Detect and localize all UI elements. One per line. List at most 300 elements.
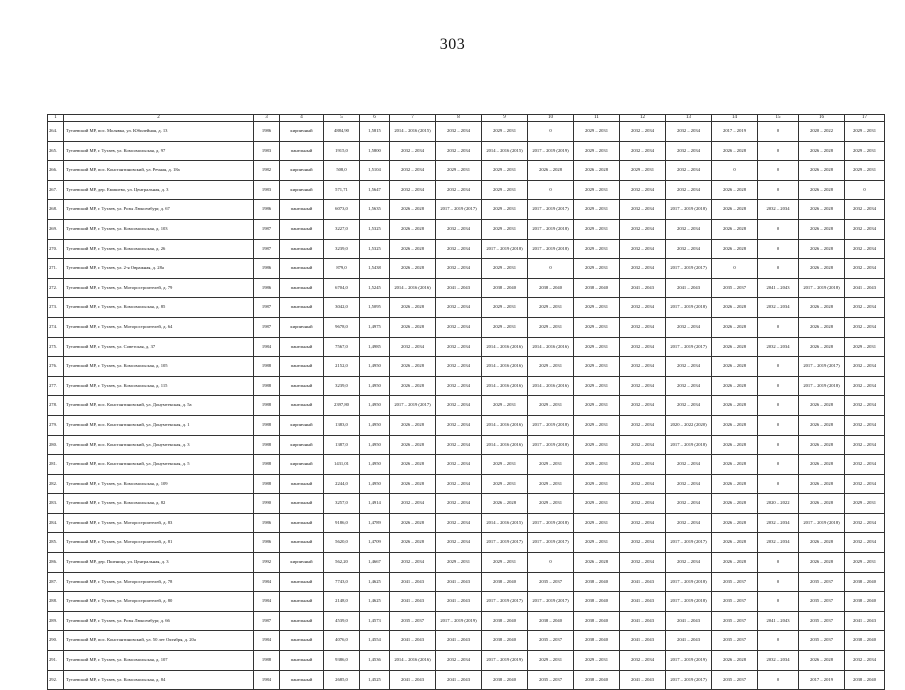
table-cell: 2032 – 2034	[845, 533, 885, 553]
table-cell: 0	[758, 455, 799, 475]
table-cell: 2029 – 2031	[482, 396, 528, 416]
table-row	[48, 533, 885, 553]
table-cell: 1,4985	[360, 337, 390, 357]
table-cell: 2029 – 2031	[574, 141, 620, 161]
row-number-cell: 288.	[48, 592, 64, 612]
table-cell: 2038 – 2040	[528, 611, 574, 631]
table-cell: панельный	[280, 611, 324, 631]
table-cell: 2026 – 2028	[712, 651, 758, 671]
address-cell: Тутаевский МР, пос. Константиновский, ул. Донумтекская, д. 5а	[64, 396, 254, 416]
table-cell: 2029 – 2031	[574, 651, 620, 671]
address-cell: Тутаевский МР, г. Тутаев, ул. Моторостроителей, д. 83	[64, 513, 254, 533]
table-cell: панельный	[280, 592, 324, 612]
column-number-cell: 2	[64, 115, 254, 122]
table-cell: 2029 – 2031	[845, 141, 885, 161]
address-cell: Тутаевский МР, пос. Константиновский, ул. Донумтекская, д. 5	[64, 455, 254, 475]
column-number-cell: 13	[666, 115, 712, 122]
table-cell: 2029 – 2031	[574, 357, 620, 377]
row-number-cell: 289.	[48, 611, 64, 631]
table-cell: 2029 – 2031	[528, 317, 574, 337]
table-cell: 2029 – 2031	[574, 494, 620, 514]
table-row	[48, 317, 885, 337]
table-cell: 2032 – 2034	[620, 337, 666, 357]
table-cell: 2017 – 2019 (2018)	[528, 435, 574, 455]
table-cell: 2041 – 2043	[758, 611, 799, 631]
table-cell: панельный	[280, 337, 324, 357]
table-cell: 2026 – 2028	[390, 239, 436, 259]
table-cell: 1984	[254, 337, 280, 357]
table-cell: кирпичный	[280, 415, 324, 435]
table-cell: 1988	[254, 455, 280, 475]
table-cell: 2032 – 2034	[620, 239, 666, 259]
table-cell: 2029 – 2031	[574, 122, 620, 142]
table-cell: 4884,90	[324, 122, 360, 142]
table-cell: 1,4709	[360, 533, 390, 553]
table-cell: 2029 – 2031	[574, 376, 620, 396]
table-cell: 2026 – 2028	[712, 435, 758, 455]
table-cell: 0	[528, 553, 574, 573]
table-cell: 2032 – 2034	[666, 494, 712, 514]
table-cell: 1987	[254, 298, 280, 318]
table-cell: 2032 – 2034	[436, 239, 482, 259]
table-cell: 2032 – 2034	[436, 494, 482, 514]
table-cell: 1,5438	[360, 259, 390, 279]
table-cell: панельный	[280, 239, 324, 259]
address-cell: Тутаевский МР, г. Тутаев, ул. Комсомольская, д. 103	[64, 219, 254, 239]
table-cell: 2035 – 2037	[528, 670, 574, 690]
table-cell: 1,4950	[360, 357, 390, 377]
table-cell: 2026 – 2028	[712, 494, 758, 514]
row-number-cell: 282.	[48, 474, 64, 494]
table-cell: 1988	[254, 415, 280, 435]
table-cell: 2014 – 2016 (2016)	[528, 337, 574, 357]
table-cell: 2026 – 2028	[390, 513, 436, 533]
table-cell: 2032 – 2034	[620, 513, 666, 533]
table-cell: 2032 – 2034	[620, 122, 666, 142]
table-cell: 1984	[254, 572, 280, 592]
table-cell: 2014 – 2016 (2016)	[482, 357, 528, 377]
table-cell: 2029 – 2031	[574, 239, 620, 259]
table-cell: 0	[758, 631, 799, 651]
table-row	[48, 161, 885, 181]
table-cell: 1,4975	[360, 317, 390, 337]
table-cell: 2035 – 2037	[712, 611, 758, 631]
address-cell: Тутаевский МР, пос. Константиновский, ул. Донумтекская, д. 1	[64, 415, 254, 435]
table-cell: 2032 – 2034	[845, 298, 885, 318]
table-cell: 2029 – 2031	[845, 337, 885, 357]
table-cell: 0	[758, 357, 799, 377]
table-cell: 0	[758, 180, 799, 200]
row-number-cell: 284.	[48, 513, 64, 533]
address-cell: Тутаевский МР, г. Тутаев, ул. Комсомольская, д. 109	[64, 474, 254, 494]
table-cell: 0	[845, 180, 885, 200]
table-cell: панельный	[280, 513, 324, 533]
table-cell: панельный	[280, 219, 324, 239]
table-cell: 2032 – 2034	[845, 219, 885, 239]
table-cell: 2032 – 2034	[666, 122, 712, 142]
table-cell: 2026 – 2028	[712, 357, 758, 377]
table-row	[48, 122, 885, 142]
row-number-cell: 291.	[48, 651, 64, 671]
table-cell: 2038 – 2040	[482, 611, 528, 631]
table-row	[48, 513, 885, 533]
table-cell: 2029 – 2031	[574, 317, 620, 337]
table-cell: 1,5245	[360, 278, 390, 298]
table-cell: 2032 – 2034	[436, 651, 482, 671]
table-cell: 2029 – 2031	[574, 219, 620, 239]
table-cell: 2029 – 2031	[482, 455, 528, 475]
table-cell: кирпичный	[280, 180, 324, 200]
row-number-cell: 269.	[48, 219, 64, 239]
column-number-cell: 3	[254, 115, 280, 122]
table-cell: 2032 – 2034	[845, 376, 885, 396]
table-row	[48, 474, 885, 494]
table-cell: 2014 – 2016 (2015)	[390, 122, 436, 142]
table-cell: 1988	[254, 474, 280, 494]
row-number-cell: 266.	[48, 161, 64, 181]
table-cell: 1,5815	[360, 122, 390, 142]
table-cell: 2032 – 2034	[845, 474, 885, 494]
table-cell: 2041 – 2043	[845, 278, 885, 298]
table-cell: 2029 – 2031	[482, 200, 528, 220]
table-cell: 2017 – 2019 (2017)	[390, 396, 436, 416]
table-cell: 1,4625	[360, 572, 390, 592]
table-cell: 2029 – 2031	[845, 494, 885, 514]
table-cell: панельный	[280, 631, 324, 651]
table-cell: 2029 – 2031	[482, 122, 528, 142]
table-cell: 2032 – 2034	[758, 298, 799, 318]
table-cell: 2032 – 2034	[620, 533, 666, 553]
table-cell: 2029 – 2031	[574, 415, 620, 435]
column-number-cell: 11	[574, 115, 620, 122]
table-cell: 2029 – 2031	[528, 357, 574, 377]
table-cell: 2029 – 2031	[574, 337, 620, 357]
table-cell: 2029 – 2031	[482, 219, 528, 239]
table-cell: 2038 – 2040	[574, 592, 620, 612]
table-cell: 2032 – 2034	[845, 239, 885, 259]
table-row	[48, 592, 885, 612]
table-cell: 2038 – 2040	[482, 670, 528, 690]
table-cell: 1987	[254, 317, 280, 337]
table-cell: 2035 – 2037	[390, 611, 436, 631]
table-cell: 1,4789	[360, 513, 390, 533]
table-cell: 1983	[254, 141, 280, 161]
address-cell: Тутаевский МР, г. Тутаев, ул. Моторостроителей, д. 78	[64, 572, 254, 592]
table-cell: 2026 – 2028	[799, 219, 845, 239]
table-cell: 2032 – 2034	[390, 141, 436, 161]
table-cell: 2026 – 2028	[799, 317, 845, 337]
table-cell: 2038 – 2040	[845, 631, 885, 651]
table-cell: 0	[758, 317, 799, 337]
table-cell: 0	[758, 141, 799, 161]
table-cell: 2017 – 2019 (2017)	[666, 337, 712, 357]
table-cell: 2035 – 2037	[528, 572, 574, 592]
table-cell: 2017 – 2019 (2018)	[528, 239, 574, 259]
table-row	[48, 278, 885, 298]
table-cell: 2038 – 2040	[845, 592, 885, 612]
table-cell: 2014 – 2016 (2016)	[390, 651, 436, 671]
table-cell: 2041 – 2043	[436, 278, 482, 298]
table-cell: 2035 – 2037	[799, 592, 845, 612]
table-cell: 2029 – 2031	[482, 553, 528, 573]
table-cell: 2029 – 2031	[574, 259, 620, 279]
table-cell: 3239,0	[324, 239, 360, 259]
table-cell: 2041 – 2043	[620, 592, 666, 612]
row-number-cell: 278.	[48, 396, 64, 416]
table-cell: 1992	[254, 553, 280, 573]
table-cell: кирпичный	[280, 455, 324, 475]
address-cell: Тутаевский МР, г. Тутаев, ул. Моторостроителей, д. 81	[64, 533, 254, 553]
row-number-cell: 275.	[48, 337, 64, 357]
table-cell: 2035 – 2037	[712, 670, 758, 690]
table-cell: 2017 – 2019 (2018)	[482, 239, 528, 259]
table-row	[48, 259, 885, 279]
table-cell: 2041 – 2043	[666, 611, 712, 631]
column-number-cell: 4	[280, 115, 324, 122]
table-cell: 2017 – 2019 (2018)	[666, 298, 712, 318]
table-cell: 2026 – 2028	[799, 494, 845, 514]
table-cell: 2041 – 2043	[845, 611, 885, 631]
table-cell: 2029 – 2031	[574, 455, 620, 475]
table-cell: 2026 – 2028	[390, 357, 436, 377]
table-row	[48, 357, 885, 377]
table-cell: 2026 – 2028	[799, 239, 845, 259]
address-cell: Тутаевский МР, г. Тутаев, ул. Комсомольская, д. 105	[64, 357, 254, 377]
address-cell: Тутаевский МР, дер. Пшеница, ул. Центральная, д. 3	[64, 553, 254, 573]
address-cell: Тутаевский МР, пос. Молявка, ул. Юбилейная, д. 13	[64, 122, 254, 142]
table-cell: 2026 – 2028	[390, 298, 436, 318]
table-cell: 1,4950	[360, 455, 390, 475]
table-cell: панельный	[280, 533, 324, 553]
table-cell: 2026 – 2028	[799, 298, 845, 318]
table-cell: 1986	[254, 200, 280, 220]
address-cell: Тутаевский МР, г. Тутаев, ул. Комсомольская, д. 107	[64, 651, 254, 671]
table-cell: панельный	[280, 474, 324, 494]
table-cell: 2026 – 2028	[712, 337, 758, 357]
table-cell: 2029 – 2031	[528, 494, 574, 514]
table-cell: 2029 – 2031	[482, 180, 528, 200]
table-row	[48, 200, 885, 220]
table-cell: 2017 – 2019 (2018)	[666, 592, 712, 612]
table-cell: 2032 – 2034	[620, 200, 666, 220]
table-cell: 1,5647	[360, 180, 390, 200]
table-cell: 1987	[254, 611, 280, 631]
table-cell: 2029 – 2031	[528, 396, 574, 416]
table-cell: 571,71	[324, 180, 360, 200]
table-cell: 2029 – 2031	[482, 317, 528, 337]
table-cell: 2032 – 2034	[436, 415, 482, 435]
table-cell: 2032 – 2034	[436, 533, 482, 553]
table-cell: 0	[758, 670, 799, 690]
column-number-cell: 16	[799, 115, 845, 122]
table-cell: 2026 – 2028	[799, 180, 845, 200]
table-cell: 2032 – 2034	[666, 239, 712, 259]
table-cell: 2041 – 2043	[436, 631, 482, 651]
table-cell: 0	[758, 415, 799, 435]
table-cell: 2026 – 2028	[712, 376, 758, 396]
table-cell: 2026 – 2028	[799, 337, 845, 357]
table-cell: 2026 – 2028	[712, 298, 758, 318]
table-cell: 2029 – 2031	[574, 435, 620, 455]
address-cell: Тутаевский МР, г. Тутаев, ул. Моторостроителей, д. 64	[64, 317, 254, 337]
table-cell: 2032 – 2034	[436, 122, 482, 142]
table-cell: 0	[758, 553, 799, 573]
column-number-cell: 12	[620, 115, 666, 122]
row-number-cell: 265.	[48, 141, 64, 161]
table-cell: 2029 – 2031	[528, 298, 574, 318]
table-cell: 2026 – 2028	[799, 533, 845, 553]
address-cell: Тутаевский МР, г. Тутаев, ул. Розы Люксембург, д. 67	[64, 200, 254, 220]
table-cell: 2032 – 2034	[845, 317, 885, 337]
table-cell: 2026 – 2028	[390, 415, 436, 435]
table-cell: 2032 – 2034	[436, 474, 482, 494]
table-cell: 508,0	[324, 161, 360, 181]
table-cell: 2032 – 2034	[436, 513, 482, 533]
table-cell: 2035 – 2037	[712, 278, 758, 298]
table-cell: 1,5095	[360, 298, 390, 318]
table-row	[48, 553, 885, 573]
column-number-cell: 5	[324, 115, 360, 122]
table-cell: 2244,0	[324, 474, 360, 494]
table-cell: 6704,0	[324, 278, 360, 298]
table-cell: 2017 – 2019 (2017)	[436, 200, 482, 220]
table-cell: 2397,80	[324, 396, 360, 416]
address-cell: Тутаевский МР, г. Тутаев, ул. 2-я Овражная, д. 28а	[64, 259, 254, 279]
table-cell: 2029 – 2031	[845, 553, 885, 573]
table-cell: 1,4667	[360, 553, 390, 573]
table-cell: 2041 – 2043	[620, 631, 666, 651]
table-cell: 2020 – 2022	[758, 494, 799, 514]
table-cell: 2017 – 2019 (2017)	[528, 200, 574, 220]
table-cell: 0	[528, 259, 574, 279]
table-cell: 2035 – 2037	[712, 631, 758, 651]
table-cell: 1986	[254, 533, 280, 553]
table-cell: 2032 – 2034	[666, 219, 712, 239]
table-cell: 2685,0	[324, 670, 360, 690]
table-cell: 2038 – 2040	[482, 278, 528, 298]
table-cell: кирпичный	[280, 161, 324, 181]
table-cell: панельный	[280, 494, 324, 514]
table-cell: 2152,0	[324, 357, 360, 377]
table-cell: панельный	[280, 396, 324, 416]
table-cell: 0	[758, 219, 799, 239]
table-row	[48, 376, 885, 396]
row-number-cell: 283.	[48, 494, 64, 514]
address-cell: Тутаевский МР, г. Тутаев, ул. Розы Люксембург, д. 66	[64, 611, 254, 631]
table-cell: 2041 – 2043	[620, 670, 666, 690]
table-cell: 2020 – 2022 (2020)	[666, 415, 712, 435]
table-cell: 1988	[254, 435, 280, 455]
table-cell: 2032 – 2034	[845, 357, 885, 377]
table-cell: 2035 – 2037	[712, 572, 758, 592]
table-cell: 1986	[254, 259, 280, 279]
table-cell: 2032 – 2034	[620, 219, 666, 239]
table-cell: 2032 – 2034	[620, 259, 666, 279]
column-number-cell: 15	[758, 115, 799, 122]
table-cell: 2026 – 2028	[712, 141, 758, 161]
table-cell: 1,4536	[360, 651, 390, 671]
table-cell: 2038 – 2040	[574, 572, 620, 592]
table-cell: 2029 – 2031	[845, 161, 885, 181]
table-body	[48, 115, 885, 690]
table-cell: 0	[758, 435, 799, 455]
table-cell: 1984	[254, 631, 280, 651]
table-cell: 2041 – 2043	[436, 572, 482, 592]
table-cell: 2041 – 2043	[436, 592, 482, 612]
table-cell: 0	[758, 239, 799, 259]
table-cell: 2026 – 2028	[712, 533, 758, 553]
table-row	[48, 141, 885, 161]
table-cell: 2014 – 2016 (2016)	[528, 376, 574, 396]
table-cell: 2032 – 2034	[758, 337, 799, 357]
table-cell: кирпичный	[280, 317, 324, 337]
table-cell: 2032 – 2034	[620, 376, 666, 396]
table-cell: панельный	[280, 141, 324, 161]
address-cell: Тутаевский МР, г. Тутаев, ул. Моторостроителей, д. 80	[64, 592, 254, 612]
table-cell: 2026 – 2028	[390, 474, 436, 494]
row-number-cell: 292.	[48, 670, 64, 690]
table-cell: 2029 – 2031	[436, 553, 482, 573]
table-cell: 2017 – 2019 (2018)	[666, 200, 712, 220]
table-cell: 879,0	[324, 259, 360, 279]
table-cell: 1990	[254, 494, 280, 514]
row-number-cell: 276.	[48, 357, 64, 377]
table-cell: 2035 – 2037	[712, 592, 758, 612]
table-cell: 2038 – 2040	[845, 670, 885, 690]
column-number-cell: 14	[712, 115, 758, 122]
table-cell: 1,5325	[360, 239, 390, 259]
table-cell: 2041 – 2043	[666, 631, 712, 651]
table-cell: 2017 – 2019 (2017)	[482, 533, 528, 553]
table-cell: 1988	[254, 396, 280, 416]
table-cell: 9386,0	[324, 651, 360, 671]
table-cell: 2029 – 2031	[482, 259, 528, 279]
housing-repair-schedule-table	[47, 114, 885, 690]
table-cell: 2029 – 2031	[574, 180, 620, 200]
table-cell: 2026 – 2028	[799, 415, 845, 435]
table-cell: 2026 – 2028	[799, 200, 845, 220]
table-cell: 2032 – 2034	[666, 474, 712, 494]
table-cell: 2029 – 2031	[528, 474, 574, 494]
table-cell: 2032 – 2034	[620, 553, 666, 573]
table-cell: панельный	[280, 278, 324, 298]
address-cell: Тутаевский МР, дер. Емишево, ул. Центральная, д. 3	[64, 180, 254, 200]
table-cell: 2032 – 2034	[620, 435, 666, 455]
row-number-cell: 264.	[48, 122, 64, 142]
table-cell: 2032 – 2034	[666, 513, 712, 533]
table-row	[48, 651, 885, 671]
table-cell: 1,4950	[360, 474, 390, 494]
table-cell: 2032 – 2034	[845, 513, 885, 533]
table-cell: 2017 – 2019 (2017)	[799, 357, 845, 377]
table-cell: 2026 – 2028	[390, 200, 436, 220]
table-cell: 2017 – 2019 (2018)	[799, 513, 845, 533]
table-cell: 2026 – 2028	[712, 474, 758, 494]
table-cell: 5620,0	[324, 533, 360, 553]
table-cell: 1986	[254, 513, 280, 533]
table-cell: 2026 – 2028	[712, 219, 758, 239]
table-cell: 2032 – 2034	[666, 396, 712, 416]
table-cell: 2032 – 2034	[666, 376, 712, 396]
table-cell: 2029 – 2031	[528, 651, 574, 671]
table-cell: 4539,0	[324, 611, 360, 631]
table-cell: 2017 – 2019	[799, 670, 845, 690]
table-cell: 0	[528, 180, 574, 200]
row-number-cell: 279.	[48, 415, 64, 435]
table-cell: 562,20	[324, 553, 360, 573]
table-cell: кирпичный	[280, 553, 324, 573]
page-number: 303	[439, 36, 466, 53]
